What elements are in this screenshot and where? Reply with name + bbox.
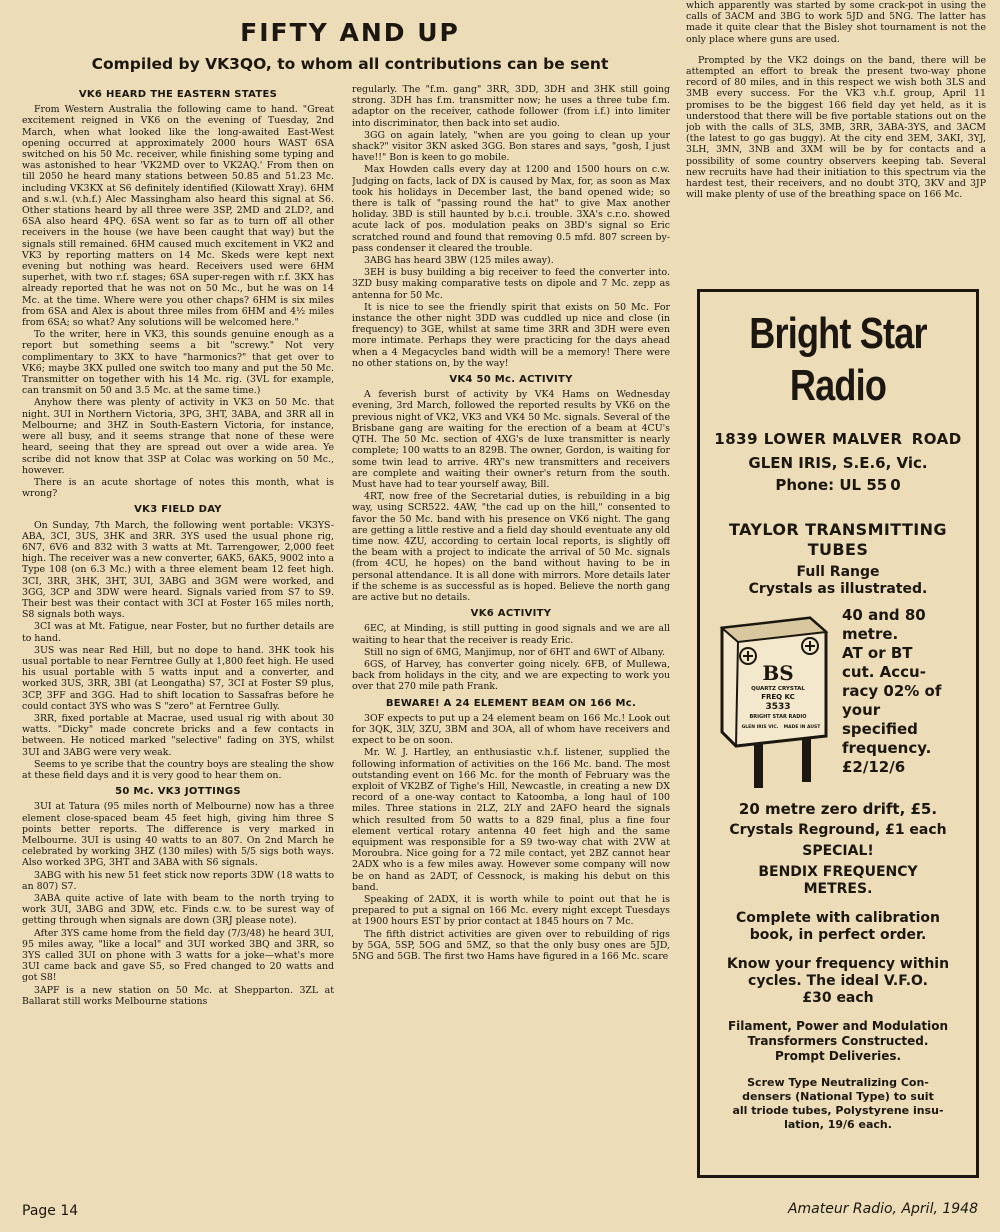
ad-line: TUBES <box>807 540 869 559</box>
paragraph: 3EH is busy building a big receiver to feed the converter into. 3ZD busy making comparative tests on dipole and 7 Mc. zepp as antenna for 50 Mc. <box>352 267 670 301</box>
paragraph: 3CI was at Mt. Fatigue, near Foster, but no further details are to hand. <box>22 621 334 644</box>
ad-brand-line: Radio <box>789 361 887 410</box>
section-heading: VK6 HEARD THE EASTERN STATES <box>78 89 278 100</box>
bright-star-radio-advertisement <box>697 289 979 1178</box>
paragraph: 3ABG has heard 3BW (125 miles away). <box>364 255 554 267</box>
ad-line: METRES. <box>803 881 873 897</box>
ad-full-range: Full Range <box>796 564 880 580</box>
section-heading: BEWARE! A 24 ELEMENT BEAM ON 166 Mc. <box>385 697 637 709</box>
crystal-spec: metre. <box>842 625 899 643</box>
ad-brand <box>725 308 951 412</box>
ad-line: book, in perfect order. <box>749 927 927 943</box>
section-heading: 50 Mc. VK3 JOTTINGS <box>115 786 241 798</box>
paragraph: Max Howden calls every day at 1200 and 1500 hours on c.w. Judging on facts, lack of DX is caused by Max, for, as soon as Max took his holidays in December last, the band opened wide; so there is talk of "passing round the hat" to give Max another holiday. 3BD is still haunted by b.c.i. trouble. 3XA's c.r.o. showed acute lack of pos. modulation peaks on 3BD's signal so Eric scratched round and found that removing 0.5 mfd. 807 screen by-pass condenser it cleared the trouble. <box>352 164 670 254</box>
publication-footer: Amateur Radio, April, 1948 <box>787 1201 978 1217</box>
paragraph: 3APF is a new station on 50 Mc. at Shepparton. 3ZL at Ballarat still works Melbourne stations <box>22 984 334 1007</box>
crystal-spec: racy 02% of <box>842 682 942 700</box>
ad-line: Know your frequency within <box>726 956 950 972</box>
section-heading: VK3 FIELD DAY <box>134 504 222 516</box>
crystal-spec: cut. Accu- <box>842 663 926 681</box>
paragraph: 6GS, of Harvey, has converter going nicely. 6FB, of Mullewa, back from holidays in the city, and we are expecting to work you over that 270 mile path Frank. <box>352 658 670 693</box>
paragraph: To the writer, here in VK3, this sounds genuine enough as a report but something seems a bit "screwy." Not very complimentary to 3KX to have "harmonics?" that get over to VK6; maybe 3KX pulled one switch too many and put the 50 Mc. Transmitter on together with his 14 Mc. rig. (3VL for example, can transmit on 50 and 3.5 Mc. at the same time.) <box>22 329 334 397</box>
ad-special: SPECIAL! <box>802 843 874 859</box>
ad-line: lation, 19/6 each. <box>784 1118 892 1131</box>
crystal-label: GLEN IRIS VIC. <box>741 725 779 730</box>
ad-line: TAYLOR TRANSMITTING <box>729 520 947 539</box>
ad-price: £30 each <box>802 990 874 1006</box>
ad-line: Filament, Power and Modulation <box>727 1019 949 1033</box>
paragraph: 3GG on again lately, "when are you going to clean up your shack?" visitor 3KN asked 3GG. Bon stares and says, "gosh, I just have!!" Bon is keen to go mobile. <box>352 129 670 164</box>
paragraph: The fifth district activities are given over to rebuilding of rigs by 5GA, 5SP, 5OG and 5MZ, so that the only busy ones are 5JD, 5NG and 5GB. The first two Hams have figured in a 166 Mc. scare <box>352 928 670 963</box>
paragraph: Seems to ye scribe that the country boys are stealing the show at these field days and it is very good to hear them on. <box>22 758 334 781</box>
crystal-spec: frequency. <box>842 739 932 757</box>
crystal-specs <box>842 606 972 777</box>
paragraph: which apparently was started by some crack-pot in using the calls of 3ACM and 3BG to work 5JD and 5NG. The latter has made it quite clear that the Bisley shot tournament is not the only place where guns are used. <box>686 0 986 45</box>
ad-brand-line: Bright Star <box>749 309 927 358</box>
ad-complete <box>700 910 976 944</box>
paragraph: From Western Australia the following came to hand. "Great excitement reigned in VK6 on the evening of Tuesday, 2nd March, when what looked like the long-awaited East-West opening occurred at approximately 2000 hours WAST 6SA switched on his 50 Mc. receiver, while finishing some typing and was astonished to hear 'VK2MD over to VK2AQ.' From then on till 2050 he heard many stations between 50.85 and 51.23 Mc. including VK3KX at S6 definitely identified (Kilowatt Xray). 6HM and s.w.l. (v.h.f.) Alec Massingham also heard this signal at S6. Other stations heard by all three were 3SP, 2MD and 2LD?, and 6SA also heard 4PQ. 6SA went so far as to turn off all other receivers in the house (we have been caught that way) but the signals still remained. 6HM caused much excitement in VK2 and VK3 by reporting matters on 14 Mc. Skeds were kept next evening but nothing was heard. Receivers used were 6HM superhet, with two r.f. stages; 6SA super-regen with r.f. 3KX has already reported that he was not on 50 Mc., but he was on 14 Mc. at the time. Where were you other chaps? 6HM is six miles from 6SA and Alex is about three miles from 6HM and 4½ miles from 6SA; so what? Any solutions will be welcomed here." <box>22 104 334 329</box>
crystal-label: QUARTZ CRYSTAL <box>751 686 805 692</box>
crystal-label: MADE IN AUST <box>783 725 821 730</box>
page-title: FIFTY AND UP <box>240 18 460 47</box>
paragraph: After 3YS came home from the field day (7/3/48) he heard 3UI, 95 miles away, "like a local" and 3UI worked 3BQ and 3RR, so 3YS called 3UI on phone with 3 watts for a joke—what's more 3UI came back and gave S5, so Fred changed to 20 watts and got S8! <box>22 927 334 984</box>
ad-know <box>700 956 976 1007</box>
ad-bendix <box>700 864 976 898</box>
ad-line: Screw Type Neutralizing Con- <box>747 1076 929 1089</box>
ad-zero-drift: 20 metre zero drift, £5. <box>738 800 938 818</box>
paragraph: 3OF expects to put up a 24 element beam on 166 Mc.! Look out for 3QK, 3LV, 3ZU, 3BM and 3OA, all of whom have receivers and expect to be on soon. <box>352 712 670 747</box>
column-left <box>22 84 334 1184</box>
ad-filament <box>700 1019 976 1064</box>
crystal-label: 3533 <box>765 702 791 712</box>
crystal-price: £2/12/6 <box>842 758 906 776</box>
paragraph: Prompted by the VK2 doings on the band, there will be attempted an effort to break the present two-way phone record of 80 miles, and in this respect we wish both 3LS and 3MB every success. For the VK3 v.h.f. group, April 11 promises to be the biggest 166 field day yet held, as it is understood that there will be five portable stations out on the job with the calls of 3LS, 3MB, 3RR, 3ABA-3YS, and 3ACM (the latest to go gas buggy). At the city end 3EM, 3AKI, 3YJ, 3LH, 3MN, 3NB and 3XM will be by for contacts and a possibility of some country observers keeping tab. Several new recruits have had their initiation to this spectrum via the hardest test, their receivers, and no doubt 3TQ, 3KV and 3JP will make plenty of use of the breathing space on 166 Mc. <box>686 54 986 201</box>
ad-line: BENDIX FREQUENCY <box>758 864 918 880</box>
ad-line: cycles. The ideal V.F.O. <box>748 973 928 989</box>
page-subtitle: Compiled by VK3QO, to whom all contributions can be sent <box>91 55 609 73</box>
crystal-label: FREQ KC <box>761 693 795 701</box>
paragraph: Speaking of 2ADX, it is worth while to point out that he is prepared to put a signal on 166 Mc. every night except Tuesdays at 1900 hours EST by prior contact at 1845 hours on 7 Mc. <box>352 894 670 928</box>
paragraph: regularly. The "f.m. gang" 3RR, 3DD, 3DH and 3HK still going strong. 3DH has f.m. transmitter now; he uses a three tube f.m. adaptor on the receiver, cathode follower (from i.f.) into limiter into discriminator, then back into set audio. <box>352 84 670 129</box>
paragraph: 3ABG with his new 51 feet stick now reports 3DW (18 watts to an 807) S7. <box>22 869 334 892</box>
crystal-section <box>700 604 976 794</box>
ad-address: 1839 LOWER MALVER ROAD <box>714 430 962 448</box>
ad-suburb: GLEN IRIS, S.E.6, Vic. <box>748 454 928 472</box>
paragraph: On Sunday, 7th March, the following went portable: VK3YS-ABA, 3CI, 3US, 3HK and 3RR. 3YS used the usual phone rig, 6N7, 6V6 and 832 with 3 watts at Mt. Tarrengower, 2,000 feet high. The receiver was a new converter, 6AK5, 6AK5, 9002 into a Type 108 (on 6.3 Mc.) with a three element beam 12 feet high. 3CI, 3RR, 3HK, 3HT, 3UI, 3ABG and 3GM were worked, and 3GG, 3CP and 3DW were heard. Signals varied from S7 to S9. Their best was their contact with 3CI at Foster 165 miles north, S8 signals both ways. <box>22 519 334 621</box>
section-heading: VK4 50 Mc. ACTIVITY <box>449 374 573 386</box>
crystal-logo: BS <box>762 661 794 685</box>
column-middle <box>352 84 670 1184</box>
ad-reground: Crystals Reground, £1 each <box>729 822 947 838</box>
paragraph: 3US was near Red Hill, but no dope to hand. 3HK took his usual portable to near Ferntree Gully at 1,800 feet high. He used his usual portable with 5 watts input and a converter, and worked 3US, 3RR, 3BI (at Leongatha) S7, 3CI at Foster S9 plus, 3CP, 3FF and 3GG. Had to shift location to Sassafras before he could contact 3YS who was S "zero" at Ferntree Gully. <box>22 644 334 712</box>
crystal-spec: specified <box>842 720 918 738</box>
paragraph: 3RR, fixed portable at Macrae, used usual rig with about 30 watts. "Dicky" made concrete bricks and a few contacts in between. He noticed marked "selective" fading on 3YS, whilst 3UI and 3ABG were very weak. <box>22 712 334 758</box>
paragraph: 6EC, at Minding, is still putting in good signals and we are all waiting to hear that the receiver is ready Eric. <box>352 623 670 646</box>
page-number: Page 14 <box>22 1203 79 1219</box>
crystal-spec: your <box>842 701 881 719</box>
ad-crystals-illustrated: Crystals as illustrated. <box>748 581 928 597</box>
ad-line: all triode tubes, Polystyrene insu- <box>732 1104 944 1117</box>
ad-condensers <box>700 1076 976 1132</box>
quartz-crystal-icon <box>714 610 834 790</box>
paragraph: 4RT, now free of the Secretarial duties, is rebuilding in a big way, using SCR522. 4AW, "the cad up on the hill," consented to favor the 50 Mc. band with his presence on VK6 night. The gang are getting a little restive and a field day should eventuate any old time now. 4ZU, according to certain local reports, is slightly off the beam with a project to indicate the arrival of 50 Mc. signals (from 4CU, he hopes) on the band without having to be in personal attendance. It is all done with mirrors. More details later if the scheme is as successful as is hoped. Believe the north gang are active but no details. <box>352 491 670 603</box>
paragraph: 3ABA quite active of late with beam to the north trying to work 3UI, 3ABG and 3DW, etc. Finds c.w. to be surest way of getting through when signals are down (3RJ please note). <box>22 893 334 927</box>
crystal-spec: AT or BT <box>842 644 913 662</box>
paragraph: Anyhow there was plenty of activity in VK3 on 50 Mc. that night. 3UI in Northern Victoria, 3PG, 3HT, 3ABA, and 3RR all in Melbourne; and 3HZ in South-Eastern Victoria, for instance, were all busy, and it seems strange that none of these were heard, seeing that they are spread out over a wide area. Ye scribe did not know that 3SP at Colac was working on 50 Mc., however. <box>22 397 334 476</box>
paragraph: There is an acute shortage of notes this month, what is wrong? <box>22 476 334 500</box>
column-right <box>686 0 986 272</box>
paragraph: A feverish burst of activity by VK4 Hams on Wednesday evening, 3rd March, followed the reported results by VK6 on the previous night of VK2, VK3 and VK4 50 Mc. signals. Several of the Brisbane gang are waiting for the erection of a beam at 4CU's QTH. The 50 Mc. section of 4XG's de luxe transmitter is nearly complete; 100 watts to an 829B. The owner, Gordon, is waiting for some twin lead to arrive. 4RY's new transmitters and receivers are complete and waiting their owner's return from the south. Must have had to tear yourself away, Bill. <box>352 389 670 490</box>
section-heading: VK6 ACTIVITY <box>470 608 552 620</box>
masthead <box>20 18 680 73</box>
paragraph: 3UI at Tatura (95 miles north of Melbourne) now has a three element close-spaced beam 45 feet high, giving him three S points better reports. The difference is very marked in Melbourne. 3UI is using 40 watts to an 807. On 2nd March he celebrated by working 3HZ (130 miles) with 5/5 sigs both ways. Also worked 3PG, 3HT and 3ABA with S6 signals. <box>22 801 334 869</box>
ad-line: densers (National Type) to suit <box>742 1090 934 1103</box>
paragraph: It is nice to see the friendly spirit that exists on 50 Mc. For instance the other night 3DD was cuddled up nice and close (in frequency) to 3GE, whilst at same time 3RR and 3DH were even more intimate. Perhaps they were practicing for the days ahead when a 4 Megacycles band width will be a memory! There were no other stations on, by the way! <box>352 301 670 369</box>
paragraph: Mr. W. J. Hartley, an enthusiastic v.h.f. listener, supplied the following information of activities on the 166 Mc. band. The most outstanding event on 166 Mc. for the month of February was the exploit of VK2BZ of Tighe's Hill, Newcastle, in creating a new DX record of a one-way contact to Katoomba, a long haul of 100 miles. Three stations in 2LZ, 2LY and 2AFO heard the signals which resulted from 50 watts to a 829 final, plus a fine four element vertical rotary antenna 40 feet high and the same equipment was responsible for a S9 two-way chat with 2VW at Moroubra. Nice going for a 72 mile contact, yet 2BZ cannot hear 2ADX who is a few miles away. However some company will now be on hand as 2ADT, of Cessnock, is making his debut on this band. <box>352 747 670 893</box>
paragraph: Still no sign of 6MG, Manjimup, nor of 6HT and 6WT of Albany. <box>364 646 666 658</box>
crystal-spec: 40 and 80 <box>842 606 926 624</box>
ad-line: Complete with calibration <box>736 910 940 926</box>
crystal-label: BRIGHT STAR RADIO <box>749 714 807 720</box>
ad-line: Transformers Constructed. <box>747 1034 929 1048</box>
ad-phone: Phone: UL 55 0 <box>775 476 901 494</box>
ad-tubes-heading <box>700 520 976 560</box>
ad-line: Prompt Deliveries. <box>774 1049 902 1063</box>
